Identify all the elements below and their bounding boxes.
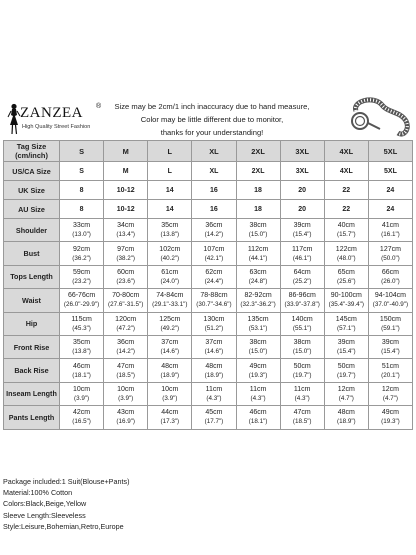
inch-value: (44.1")	[248, 254, 268, 262]
measurement-cell	[280, 242, 324, 265]
cm-value: 135cm	[247, 315, 269, 323]
inch-value: (24.8")	[248, 277, 268, 285]
product-info	[3, 476, 303, 532]
info-line: Sleeve Length:Sleeveless	[3, 510, 86, 520]
cm-value: 117cm	[291, 245, 313, 253]
tag-size-cell: M	[104, 141, 148, 162]
measurement-row	[4, 359, 413, 382]
cm-value: 64cm	[293, 268, 311, 276]
cm-value: 12cm	[381, 385, 399, 393]
notice-line: Color may be little different due to monitor,	[140, 114, 284, 124]
brand-name: ZANZEA	[20, 105, 83, 121]
cm-value: 145cm	[335, 315, 357, 323]
cm-value: 90-100cm	[330, 292, 362, 300]
measurement-cell	[368, 359, 412, 382]
measurement-cell	[236, 359, 280, 382]
measurement-cell	[148, 312, 192, 335]
cm-value: 70-80cm	[112, 292, 140, 300]
measurement-cell	[324, 219, 368, 242]
size-cell: 10-12	[104, 200, 148, 219]
cm-value: 35cm	[73, 339, 91, 347]
measurement-cell	[60, 289, 104, 312]
size-label-row	[4, 162, 413, 181]
measurement-cell	[104, 265, 148, 288]
measurement-cell	[280, 312, 324, 335]
measurement-cell	[192, 289, 236, 312]
measurement-row	[4, 265, 413, 288]
measurement-cell	[280, 382, 324, 405]
measurement-cell	[104, 219, 148, 242]
inch-value: (40.2")	[160, 254, 180, 262]
measurement-cell	[60, 382, 104, 405]
cm-value: 49cm	[249, 362, 267, 370]
inch-value: (16.1")	[381, 231, 400, 239]
size-cell: 16	[192, 181, 236, 200]
size-cell: 24	[368, 181, 412, 200]
size-cell: 14	[148, 200, 192, 219]
inch-value: (27.6"-31.5")	[108, 301, 144, 309]
measurement-cell	[192, 359, 236, 382]
cm-value: 48cm	[205, 362, 223, 370]
measurement-cell	[148, 406, 192, 429]
inch-value: (46.1")	[292, 254, 312, 262]
measurement-row	[4, 219, 413, 242]
inch-value: (33.9"-37.8")	[284, 301, 320, 309]
inch-value: (14.2")	[204, 231, 224, 239]
cm-value: 49cm	[381, 409, 399, 417]
size-cell: XL	[192, 162, 236, 181]
size-cell: 5XL	[368, 162, 412, 181]
inch-value: (15.7")	[336, 231, 356, 239]
cm-value: 61cm	[161, 268, 179, 276]
inch-value: (18.5")	[116, 371, 136, 379]
measurement-cell	[324, 289, 368, 312]
row-label: Tops Length	[4, 265, 60, 288]
measurement-row	[4, 406, 413, 429]
inch-value: (35.4"-39.4")	[328, 301, 364, 309]
measurement-cell	[148, 242, 192, 265]
inch-value: (36.2")	[72, 254, 91, 262]
size-cell: M	[104, 162, 148, 181]
measurement-cell	[60, 359, 104, 382]
cm-value: 11cm	[249, 385, 267, 393]
inch-value: (23.6")	[116, 277, 136, 285]
cm-value: 48cm	[337, 409, 355, 417]
measurement-cell	[368, 406, 412, 429]
size-cell: 14	[148, 181, 192, 200]
cm-value: 47cm	[293, 409, 311, 417]
inch-value: (4.3")	[294, 394, 310, 402]
cm-value: 10cm	[73, 385, 91, 393]
measurement-cell	[60, 219, 104, 242]
measurement-cell	[368, 312, 412, 335]
cm-value: 37cm	[205, 339, 223, 347]
cm-value: 46cm	[73, 362, 91, 370]
inch-value: (16.5")	[72, 418, 91, 426]
tag-size-cell: 2XL	[236, 141, 280, 162]
inch-value: (20.1")	[381, 371, 400, 379]
size-cell: 3XL	[280, 162, 324, 181]
cm-value: 122cm	[335, 245, 357, 253]
measurement-cell	[324, 335, 368, 358]
cm-value: 59cm	[73, 268, 91, 276]
cm-value: 38cm	[293, 339, 311, 347]
measurement-cell	[60, 242, 104, 265]
info-line: Colors:Black,Beige,Yellow	[3, 499, 87, 509]
info-line: Package included:1 Suit(Blouse+Pants)	[3, 477, 130, 486]
cm-value: 150cm	[379, 315, 401, 323]
size-cell: 16	[192, 200, 236, 219]
inch-value: (55.1")	[292, 324, 312, 332]
row-label: AU Size	[4, 200, 60, 219]
size-cell: 22	[324, 200, 368, 219]
brand-tagline: High Quality Street Fashion	[22, 124, 91, 130]
inch-value: (18.1")	[248, 418, 268, 426]
inch-value: (15.0")	[292, 348, 312, 356]
measurement-cell	[104, 359, 148, 382]
inch-value: (14.2")	[116, 348, 136, 356]
cm-value: 10cm	[161, 385, 179, 393]
row-label: US/CA Size	[4, 162, 60, 181]
tag-size-cell: 3XL	[280, 141, 324, 162]
row-label: Hip	[4, 312, 60, 335]
size-label-row	[4, 200, 413, 219]
measurement-notice	[112, 101, 312, 139]
cm-value: 97cm	[117, 245, 135, 253]
tag-size-cell: S	[60, 141, 104, 162]
inch-value: (26.0")	[381, 277, 400, 285]
info-line: Material:100% Cotton	[3, 488, 73, 498]
measurement-cell	[368, 219, 412, 242]
inch-value: (13.0")	[72, 231, 91, 239]
measurement-cell	[104, 312, 148, 335]
row-label: Bust	[4, 242, 60, 265]
inch-value: (53.1")	[248, 324, 268, 332]
measurement-cell	[368, 265, 412, 288]
row-label: Pants Length	[4, 406, 60, 429]
inch-value: (3.9")	[118, 394, 134, 402]
size-cell: 8	[60, 181, 104, 200]
cm-value: 50cm	[337, 362, 355, 370]
size-cell: 18	[236, 200, 280, 219]
cm-value: 39cm	[293, 222, 311, 230]
size-cell: 18	[236, 181, 280, 200]
inch-value: (18.9")	[160, 371, 180, 379]
cm-value: 140cm	[291, 315, 313, 323]
cm-value: 62cm	[205, 268, 223, 276]
measurement-cell	[324, 382, 368, 405]
measurement-cell	[368, 335, 412, 358]
cm-value: 66-76cm	[67, 292, 96, 300]
measurement-cell	[236, 382, 280, 405]
measurement-cell	[104, 382, 148, 405]
cm-value: 47cm	[117, 362, 135, 370]
cm-value: 44cm	[161, 409, 179, 417]
cm-value: 94-104cm	[374, 292, 406, 300]
cm-value: 35cm	[161, 222, 179, 230]
measurement-cell	[192, 242, 236, 265]
inch-value: (14.6")	[204, 348, 224, 356]
cm-value: 43cm	[117, 409, 135, 417]
cm-value: 39cm	[381, 339, 399, 347]
cm-value: 86-96cm	[288, 292, 316, 300]
cm-value: 36cm	[205, 222, 223, 230]
inch-value: (57.1")	[336, 324, 356, 332]
measurement-cell	[148, 359, 192, 382]
measurement-cell	[104, 335, 148, 358]
header	[0, 95, 416, 140]
tag-size-cell: 4XL	[324, 141, 368, 162]
measurement-cell	[148, 382, 192, 405]
inch-value: (15.0")	[248, 348, 268, 356]
cm-value: 125cm	[159, 315, 181, 323]
inch-value: (59.1")	[381, 324, 400, 332]
inch-value: (19.3")	[381, 418, 400, 426]
cm-value: 66cm	[381, 268, 399, 276]
notice-line: Size may be 2cm/1 inch inaccuracy due to hand measure,	[114, 102, 310, 111]
inch-value: (18.5")	[292, 418, 312, 426]
size-chart-body	[4, 141, 413, 430]
measurement-cell	[236, 406, 280, 429]
measurement-cell	[236, 312, 280, 335]
measurement-row	[4, 335, 413, 358]
cm-value: 51cm	[381, 362, 399, 370]
notice-line: thanks for your understanding!	[160, 127, 264, 137]
measurement-cell	[324, 312, 368, 335]
cm-value: 38cm	[249, 222, 267, 230]
inch-value: (25.6")	[336, 277, 356, 285]
inch-value: (17.7")	[204, 418, 224, 426]
cm-value: 78-88cm	[200, 292, 228, 300]
size-cell: L	[148, 162, 192, 181]
measurement-row	[4, 289, 413, 312]
cm-value: 37cm	[161, 339, 179, 347]
row-label: Inseam Length	[4, 382, 60, 405]
inch-value: (32.3"-36.2")	[240, 301, 276, 309]
inch-value: (15.4")	[292, 231, 312, 239]
inch-value: (50.0")	[381, 254, 400, 262]
tag-size-cell: 5XL	[368, 141, 412, 162]
size-cell: 2XL	[236, 162, 280, 181]
cm-value: 41cm	[381, 222, 399, 230]
cm-value: 60cm	[117, 268, 135, 276]
inch-value: (3.9")	[162, 394, 178, 402]
cm-value: 112cm	[247, 245, 269, 253]
cm-value: 39cm	[337, 339, 355, 347]
measurement-cell	[60, 406, 104, 429]
cm-value: 42cm	[73, 409, 91, 417]
inch-value: (15.4")	[336, 348, 356, 356]
cm-value: 46cm	[249, 409, 267, 417]
cm-value: 33cm	[73, 222, 91, 230]
measurement-cell	[368, 289, 412, 312]
measurement-cell	[148, 289, 192, 312]
measurement-cell	[148, 265, 192, 288]
measuring-tape-icon	[348, 97, 412, 139]
measurement-cell	[324, 265, 368, 288]
brand-logo	[4, 101, 114, 137]
tag-size-cell: XL	[192, 141, 236, 162]
inch-value: (18.9")	[336, 418, 356, 426]
cm-value: 45cm	[205, 409, 223, 417]
inch-value: (15.0")	[248, 231, 268, 239]
inch-value: (38.2")	[116, 254, 136, 262]
cm-value: 120cm	[115, 315, 137, 323]
measurement-cell	[280, 335, 324, 358]
inch-value: (18.9")	[204, 371, 224, 379]
measurement-cell	[60, 312, 104, 335]
inch-value: (13.8")	[160, 231, 180, 239]
inch-value: (24.4")	[204, 277, 224, 285]
inch-value: (47.2")	[116, 324, 136, 332]
measurement-cell	[280, 265, 324, 288]
size-cell: 24	[368, 200, 412, 219]
inch-value: (13.4")	[116, 231, 136, 239]
row-label: UK Size	[4, 181, 60, 200]
inch-value: (19.3")	[248, 371, 268, 379]
inch-value: (17.3")	[160, 418, 180, 426]
info-line: Style:Leisure,Bohemian,Retro,Europe	[3, 521, 124, 531]
measurement-cell	[280, 359, 324, 382]
inch-value: (24.0")	[160, 277, 180, 285]
inch-value: (26.0"-29.9")	[63, 301, 100, 309]
measurement-cell	[192, 219, 236, 242]
cm-value: 82-92cm	[244, 292, 272, 300]
measurement-cell	[236, 242, 280, 265]
cm-value: 36cm	[117, 339, 135, 347]
measurement-row	[4, 312, 413, 335]
measurement-cell	[60, 335, 104, 358]
inch-value: (48.0")	[336, 254, 356, 262]
measurement-cell	[104, 406, 148, 429]
registered-mark: ®	[96, 103, 102, 110]
measurement-row	[4, 382, 413, 405]
measurement-cell	[368, 242, 412, 265]
measurement-cell	[280, 289, 324, 312]
cm-value: 50cm	[293, 362, 311, 370]
size-cell: 20	[280, 200, 324, 219]
inch-value: (13.8")	[72, 348, 91, 356]
cm-value: 11cm	[205, 385, 223, 393]
measurement-cell	[280, 406, 324, 429]
cm-value: 115cm	[71, 315, 92, 323]
measurement-cell	[280, 219, 324, 242]
cm-value: 34cm	[117, 222, 135, 230]
inch-value: (37.0"-40.9")	[372, 301, 409, 309]
cm-value: 11cm	[293, 385, 311, 393]
cm-value: 107cm	[203, 245, 225, 253]
measurement-cell	[324, 359, 368, 382]
measurement-cell	[324, 406, 368, 429]
size-cell: 22	[324, 181, 368, 200]
measurement-cell	[236, 219, 280, 242]
cm-value: 12cm	[337, 385, 355, 393]
measurement-cell	[104, 242, 148, 265]
cm-value: 74-84cm	[156, 292, 184, 300]
inch-value: (4.7")	[382, 394, 399, 402]
row-label: Waist	[4, 289, 60, 312]
inch-value: (4.7")	[338, 394, 354, 402]
inch-value: (15.4")	[381, 348, 400, 356]
measurement-cell	[192, 265, 236, 288]
size-cell: 8	[60, 200, 104, 219]
row-label: Shoulder	[4, 219, 60, 242]
inch-value: (51.2")	[204, 324, 224, 332]
cm-value: 130cm	[203, 315, 225, 323]
measurement-cell	[324, 242, 368, 265]
cm-value: 10cm	[117, 385, 135, 393]
measurement-cell	[368, 382, 412, 405]
measurement-cell	[192, 312, 236, 335]
measurement-cell	[192, 335, 236, 358]
measurement-cell	[192, 406, 236, 429]
inch-value: (4.3")	[206, 394, 222, 402]
inch-value: (14.6")	[160, 348, 180, 356]
inch-value: (19.7")	[336, 371, 356, 379]
inch-value: (45.3")	[72, 324, 91, 332]
inch-value: (29.1"-33.1")	[152, 301, 188, 309]
cm-value: 127cm	[379, 245, 401, 253]
inch-value: (25.2")	[292, 277, 312, 285]
measurement-cell	[104, 289, 148, 312]
measurement-row	[4, 242, 413, 265]
cm-value: 48cm	[161, 362, 179, 370]
inch-value: (3.9")	[73, 394, 90, 402]
measurement-cell	[192, 382, 236, 405]
inch-value: (16.9")	[116, 418, 136, 426]
measurement-cell	[236, 289, 280, 312]
size-label-row	[4, 181, 413, 200]
measurement-cell	[148, 335, 192, 358]
inch-value: (4.3")	[250, 394, 266, 402]
row-label: Front Rise	[4, 335, 60, 358]
measurement-cell	[236, 335, 280, 358]
inch-value: (30.7"-34.6")	[196, 301, 232, 309]
inch-value: (19.7")	[292, 371, 312, 379]
size-cell: 10-12	[104, 181, 148, 200]
inch-value: (18.1")	[72, 371, 91, 379]
size-cell: 4XL	[324, 162, 368, 181]
cm-value: 40cm	[337, 222, 355, 230]
size-cell: S	[60, 162, 104, 181]
inch-value: (49.2")	[160, 324, 180, 332]
tag-size-row	[4, 141, 413, 162]
inch-value: (42.1")	[204, 254, 224, 262]
measurement-cell	[148, 219, 192, 242]
cm-value: 102cm	[159, 245, 181, 253]
size-cell: 20	[280, 181, 324, 200]
cm-value: 92cm	[73, 245, 91, 253]
corner-label: Tag Size (cm/inch)	[4, 141, 60, 162]
cm-value: 65cm	[337, 268, 355, 276]
cm-value: 63cm	[249, 268, 267, 276]
tag-size-cell: L	[148, 141, 192, 162]
size-chart-table	[3, 140, 413, 430]
cm-value: 38cm	[249, 339, 267, 347]
row-label: Back Rise	[4, 359, 60, 382]
measurement-cell	[60, 265, 104, 288]
measurement-cell	[236, 265, 280, 288]
inch-value: (23.2")	[72, 277, 91, 285]
